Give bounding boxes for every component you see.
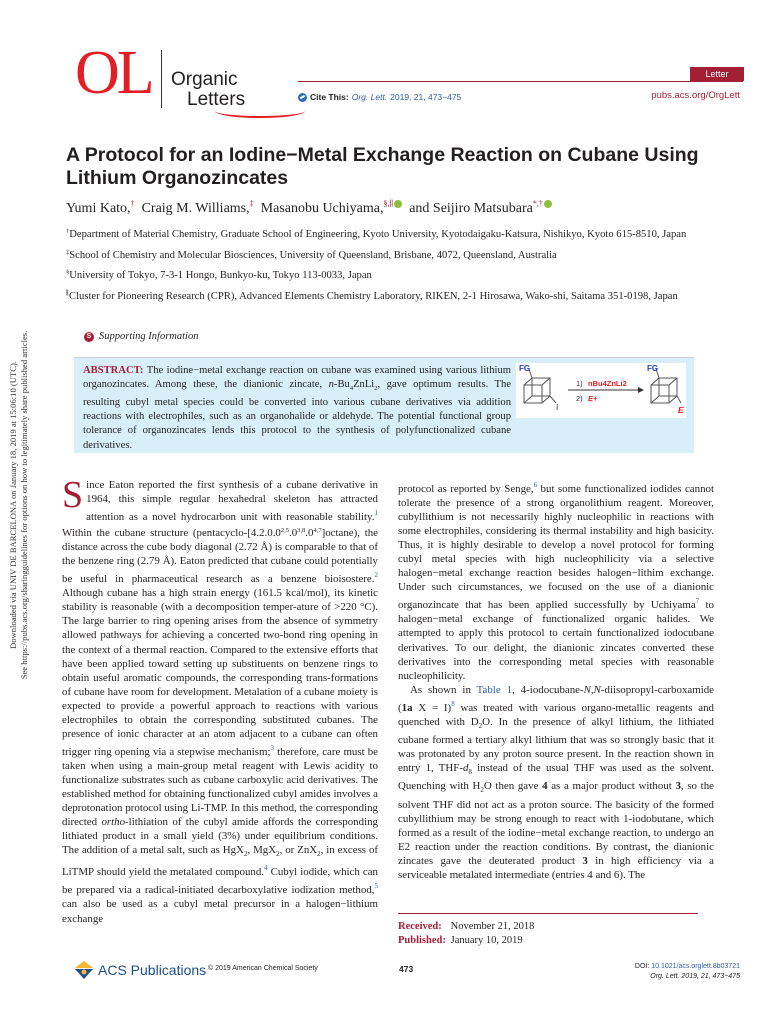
superscript: 4,7: [313, 527, 322, 535]
download-notice-line2: See https://pubs.acs.org/sharingguidelines for options on how to legitimately share published articles.: [19, 330, 29, 680]
subscript: 8: [468, 768, 472, 777]
body-text: as a major product without: [547, 780, 676, 793]
step1-prefix: 1): [576, 379, 583, 388]
body-paragraph: [398, 478, 714, 683]
body-text: instead of the usual THF was used as the solvent. Quenching with H: [398, 762, 715, 793]
reaction-scheme-graphic: [516, 363, 686, 418]
abstract-label: ABSTRACT:: [83, 365, 144, 376]
right-electrophile: E: [678, 405, 684, 415]
logo-swoosh: [215, 104, 305, 118]
body-text: to halogen−metal exchange of functionalized organic halides. We attempted to apply this protocol to certain functionalized iodocubane derivatives. To our delight, the dianionic zincates converted these derivatives into the corresponding metal species with reasonable nucleophilicity.: [398, 599, 714, 682]
body-column-right: [398, 478, 714, 882]
body-text: -diisopropyl-carboxamide (: [398, 683, 714, 714]
abstract-body: The iodine−metal exchange reaction on cubane was examined using various lithium organozincates. Among these, the dianionic zincate,: [83, 365, 511, 391]
reagent: ZnLi: [353, 379, 375, 391]
published-label: Published:: [398, 935, 446, 946]
journal-header: [75, 30, 740, 120]
affiliation-text: Cluster for Pioneering Research (CPR), Advanced Elements Chemistry Laboratory, RIKEN, 2-1 Hirosawa, Wako-shi, Saitama 351-0198, Japan: [69, 290, 678, 302]
compound-label: 3: [675, 780, 681, 793]
body-text: N,N: [583, 683, 601, 696]
abstract-body: , gave optimum results. The resulting cubyl metal species could be converted into various cubane derivatives via addition reactions with electrophiles, such as an organohalide or aldehyde. The potential functional group tolerance of organozincates lends this protocol to the synthesis of polyfunctionalized cubane derivatives.: [83, 379, 511, 451]
journal-logo-word-organic: Organic: [171, 69, 238, 90]
right-fg-label: FG: [647, 364, 659, 373]
reference-link[interactable]: 2: [374, 571, 378, 580]
reagent: -Bu: [333, 379, 350, 391]
body-text: was treated with various organo-metallic reagents and quenched with D: [398, 701, 714, 728]
page-number: 473: [399, 964, 414, 974]
body-text: , in excess of LiTMP should yield the metalated compound.: [62, 844, 379, 879]
body-text: O. In the presence of alkyl lithium, the lithiated cubane formed a tertiary alkyl lithium that was so strongly basic that it was protonated by any proton source present. In the reaction shown in entry 1, THF-: [398, 715, 714, 775]
doi-link[interactable]: 10.1021/acs.orglett.8b03721: [651, 963, 740, 970]
published-date: January 10, 2019: [450, 935, 523, 946]
body-text: Although cubane has a high strain energy (161.5 kcal/mol), its kinetic stability is reasonable (with a decomposition temper-ature of >220 °C). The large barrier to ring opening arises from the absence of symmetry allowed pathways for achieving a concerted two-bond ring opening in the context of a thermal reaction. Compared to the extensive efforts that have been applied toward setting up substituents on benzene rings to obtain useful aromatic compounds, the corresponding trans-formations of cubane have room for development. Metalation of a cubane moiety is expected to provide a powerful approach to reactions with various electrophiles to obtain the corresponding substituted cubanes. The presence of ionic character at an atom adjacent to a cubane can often trigger ring opening via a stepwise mechanism;: [62, 587, 378, 758]
received-label: Received:: [398, 921, 442, 932]
reference-link[interactable]: 7: [695, 597, 700, 606]
reagent-prefix: n: [328, 379, 334, 391]
affiliation-text: University of Tokyo, 7-3-1 Hongo, Bunkyo-ku, Tokyo 113-0033, Japan: [69, 270, 372, 281]
download-notice-line1: Downloaded via UNIV DE BARCELONA on January 18, 2019 at 15:06:10 (UTC).: [8, 361, 18, 649]
acs-emblem-icon: [74, 960, 94, 980]
author-list: [66, 195, 736, 218]
left-leaving-group: I: [556, 403, 559, 412]
body-text: but some functionalized iodides cannot tolerate the presence of a strong organolithium reagent. Moreover, cubyllithium is not necessarily highly nucleophilic in reactions with some electrophiles, considering its thermal instability and high basicity. Thus, it is highly desirable to develop a novel protocol for forming cubyl metal species with high nucleophilicity via a selective halogen−metal exchange reaction besides halogen−lithim exchange. Under such circumstances, we focused on the use of a dianionic organozincate that has been applied successfully by Uchiyama: [398, 483, 714, 612]
subscript: 2: [243, 850, 248, 859]
cite-details[interactable]: 2019, 21, 473−475: [390, 92, 462, 102]
header-rule: [298, 81, 743, 82]
body-text: .0: [305, 527, 314, 540]
copyright: © 2019 American Chemical Society: [208, 965, 318, 972]
cite-this[interactable]: [298, 92, 461, 102]
subscript: 2: [276, 850, 280, 859]
reference-link[interactable]: 1: [374, 509, 378, 518]
author-marks: *,†: [532, 199, 543, 208]
superscript: 2,5: [280, 527, 289, 535]
published-row: [398, 934, 534, 948]
affiliation: [66, 287, 736, 304]
compound-label: 4: [542, 780, 548, 793]
affiliation-mark: †: [66, 228, 70, 235]
body-text: protocol as reported by Senge,: [398, 483, 534, 495]
body-text: As shown in: [410, 683, 477, 696]
body-text: in high efficiency via a serviceable metalated intermediate (entries 4 and 6). The: [398, 854, 714, 881]
download-notice: [4, 320, 34, 690]
body-text: O then gave: [483, 780, 543, 793]
reagent-sub: 4: [349, 385, 354, 393]
body-text: , MgX: [247, 844, 277, 857]
supporting-information-link[interactable]: [84, 331, 198, 342]
author-marks: †: [130, 199, 135, 208]
step2-reagent: E+: [588, 394, 598, 403]
body-text: Within the cubane structure (pentacyclo-[4.2.0.0: [62, 527, 281, 540]
abstract-text: [83, 364, 511, 453]
logo-divider: [161, 50, 162, 108]
author-marks: ‡: [249, 199, 254, 208]
article-title: A Protocol for an Iodine−Metal Exchange Reaction on Cubane Using Lithium Organozincates: [66, 144, 699, 189]
affiliation-mark: §: [66, 269, 70, 276]
history-rule: [398, 913, 698, 914]
reference-link[interactable]: 5: [374, 882, 378, 891]
body-text: -lithiation of the cubyl amide affords the corresponding lithiated product in a small yield (3%) under equilibrium conditions. The addition of a metal salt, such as HgX: [62, 816, 378, 857]
body-text: therefore, care must be taken when using a main-group metal reagent with Lewis acidity to functionalize substrates such as cubane carboxylic acid derivatives. The established method for obtaining functionalized cubyl amides involves a deprotonation protocol using Li-TMP. In this method, the corresponding directed: [62, 745, 379, 829]
step1-reagent: nBu4ZnLi2: [588, 379, 627, 388]
cite-label: Cite This:: [310, 92, 349, 102]
body-column-left: [62, 474, 379, 926]
author-name[interactable]: Yumi Kato,: [66, 201, 131, 216]
affiliation-text: School of Chemistry and Molecular Biosciences, University of Queensland, Brisbane, 4072, Queensland, Australia: [69, 249, 557, 261]
affiliation: [66, 246, 736, 263]
drop-cap: S: [62, 474, 84, 516]
body-text: X = I): [412, 701, 452, 714]
body-text: ortho: [101, 816, 126, 829]
orcid-icon[interactable]: [394, 200, 402, 208]
supporting-info-label: Supporting Information: [99, 331, 199, 342]
body-text: can also be used as a cubyl metal precursor in a halogen−lithium exchange: [62, 898, 378, 925]
body-text: , or ZnX: [279, 844, 318, 857]
left-fg-label: FG: [519, 364, 531, 373]
superscript: 3,8: [297, 527, 306, 535]
page-footer: [74, 960, 744, 990]
reference-link[interactable]: 3: [270, 743, 275, 752]
body-paragraph: [62, 474, 379, 926]
author-marks: §,∥: [383, 199, 394, 208]
affiliation: [66, 225, 736, 242]
body-text: ]octane), the distance across the cube body diagonal (2.72 Å) is comparable to that of the benzene ring (2.79 Å). Eaton predicted that cubane could potentially be useful in pharmaceutical research as a benzene bioisostere.: [62, 527, 378, 586]
author-name[interactable]: Craig M. Williams,: [141, 201, 250, 216]
affiliation-mark: ‡: [66, 248, 70, 256]
journal-logo-word-letters: Letters: [187, 89, 246, 110]
step2-prefix: 2): [576, 394, 583, 403]
subscript: 2: [480, 786, 484, 795]
affiliations: [66, 225, 736, 307]
footer-citation: Org. Lett. 2019, 21, 473−475: [650, 973, 740, 980]
orcid-icon[interactable]: [544, 200, 552, 208]
article-type-badge: Letter: [690, 67, 744, 81]
cite-journal[interactable]: Org. Lett.: [351, 92, 388, 102]
subscript: 2: [317, 850, 321, 859]
body-text: .0: [289, 527, 298, 540]
affiliation-mark: ∥: [66, 289, 70, 297]
journal-url-link[interactable]: pubs.acs.org/OrgLett: [651, 90, 740, 101]
publisher-name: ACS Publications: [98, 962, 207, 978]
doi-label: DOI:: [634, 963, 652, 970]
acs-publications-logo[interactable]: [74, 960, 206, 980]
doi-block: [635, 962, 740, 982]
journal-logo-mark: OL: [75, 39, 152, 107]
reference-link[interactable]: 4: [264, 864, 268, 873]
cite-icon: [298, 93, 307, 102]
body-text: ince Eaton reported the first synthesis of a cubane derivative in 1964, this simple regular hexahedral skeleton has attracted attention as a novel hydrocarbon unit with reasonable stability.: [86, 479, 378, 524]
body-text: d: [462, 762, 469, 775]
compound-label: 1a: [401, 701, 413, 714]
reference-link[interactable]: 6: [533, 481, 538, 489]
affiliation-text: Department of Material Chemistry, Graduate School of Engineering, Kyoto University, Kyotodaigaku-Katsura, Nishikyo, Kyoto 615-8510, Japan: [69, 229, 687, 240]
affiliation: [66, 266, 736, 283]
abstract-box: [74, 357, 694, 453]
received-date: November 21, 2018: [450, 921, 535, 932]
compound-label: 3: [582, 854, 588, 867]
author-name[interactable]: and Seijiro Matsubara: [409, 201, 533, 216]
body-text: , 4-iodocubane-: [512, 683, 584, 696]
reference-link[interactable]: 8: [451, 699, 455, 708]
received-row: [398, 920, 534, 934]
subscript: 2: [478, 721, 483, 730]
supporting-info-icon: S: [84, 332, 94, 342]
publication-history: [398, 920, 534, 948]
table-1-link[interactable]: Table 1: [476, 683, 513, 696]
toc-graphic: [516, 363, 686, 418]
author-name[interactable]: Masanobu Uchiyama,: [260, 201, 384, 216]
body-text: Cubyl iodide, which can be prepared via a radical-initiated decarboxylative iodization method,: [62, 866, 378, 897]
reagent-sub: 2: [374, 385, 378, 393]
body-paragraph: [398, 683, 714, 882]
body-text: , so the solvent THF did not act as a proton source. The basicity of the formed cubyllithium may be strong enough to react with 1-iodobutane, which formed as a result of the iodine−metal exchange reaction, to undergo an E2 reaction under the reaction conditions. By contrast, the dianionic zincates gave the deuterated product: [398, 780, 714, 867]
